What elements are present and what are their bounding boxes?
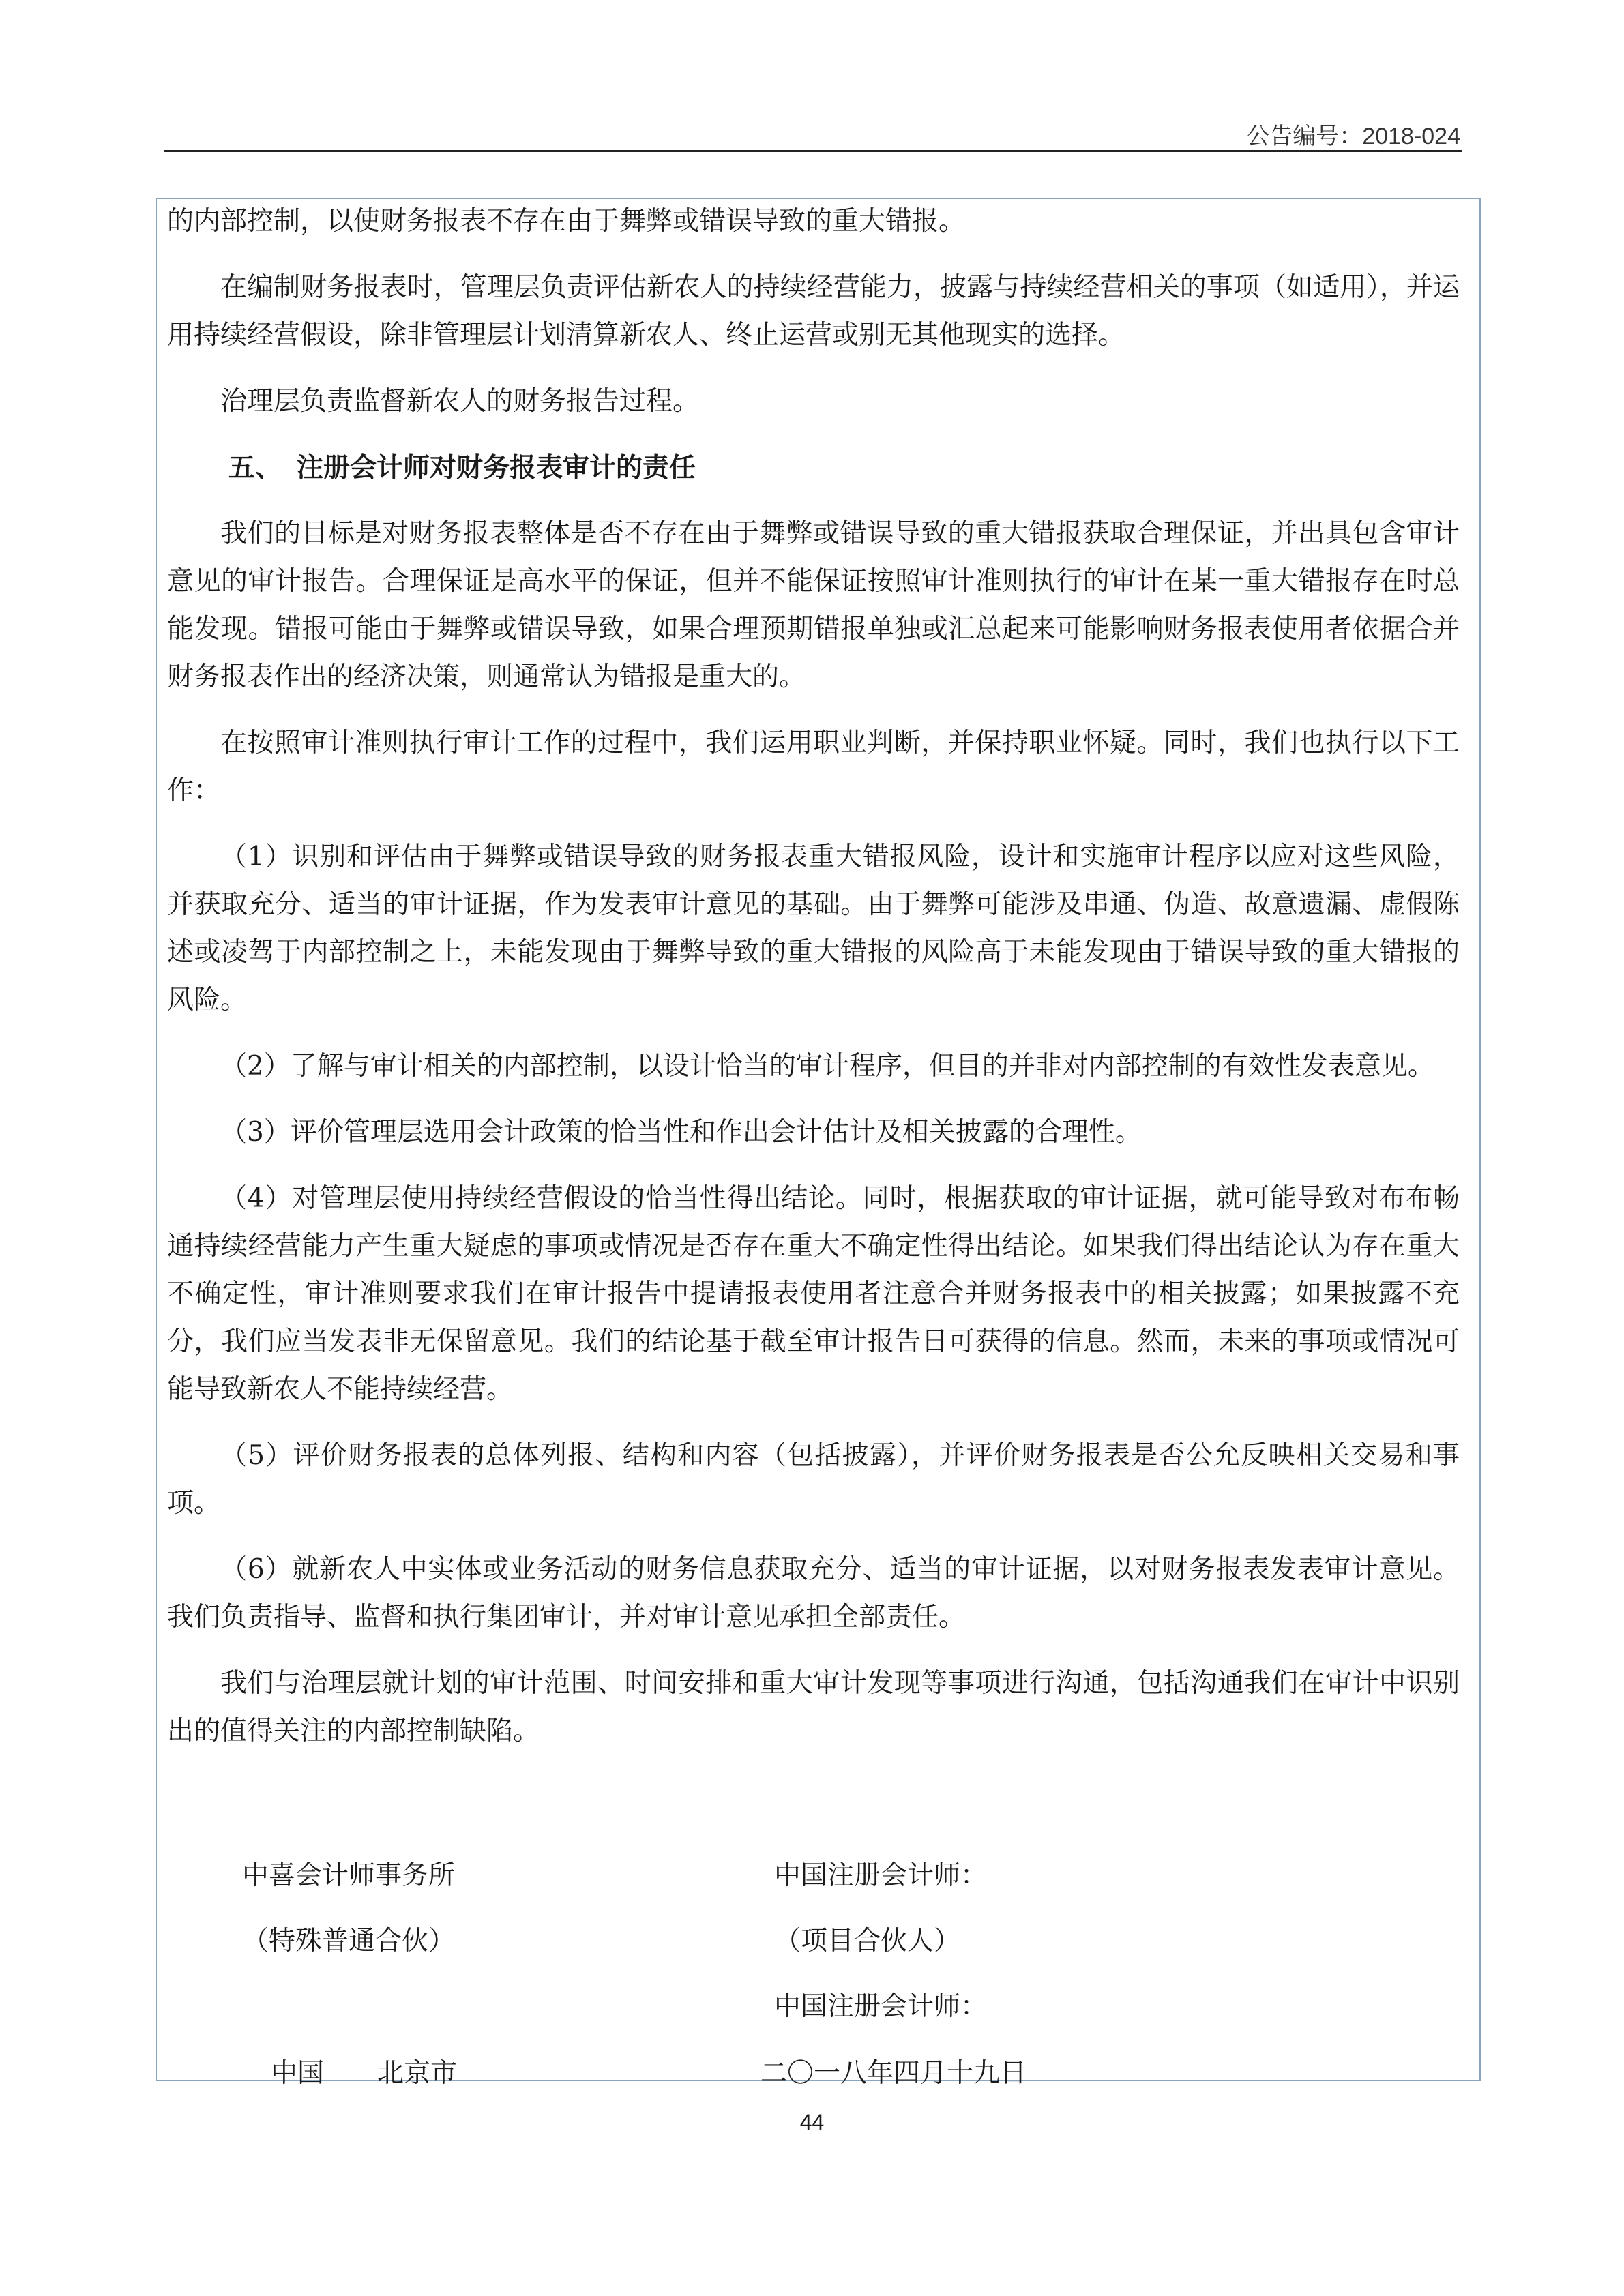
section-number: 五、 — [228, 452, 282, 483]
location: 中国 北京市 — [271, 2058, 458, 2089]
section-title: 注册会计师对财务报表审计的责任 — [297, 452, 696, 483]
partner-label: （项目合伙人） — [774, 1926, 961, 1956]
list-item: （1）识别和评估由于舞弊或错误导致的财务报表重大错报风险，设计和实施审计程序以应对这些风险，并获取充分、适当的审计证据，作为发表审计意见的基础。由于舞弊可能涉及串通、伪造、故意遗漏、虚假陈述或凌驾于内部控制之上，未能发现由于舞弊导致的重大错报的风险高于未能发现由于错误导致的重大错报的风险。 — [167, 841, 1460, 1015]
list-item: （5）评价财务报表的总体列报、结构和内容（包括披露），并评价财务报表是否公允反映相关交易和事项。 — [167, 1440, 1460, 1519]
list-item: （6）就新农人中实体或业务活动的财务信息获取充分、适当的审计证据，以对财务报表发表审计意见。我们负责指导、监督和执行集团审计，并对审计意见承担全部责任。 — [167, 1554, 1460, 1632]
paragraph-continuation: 的内部控制，以使财务报表不存在由于舞弊或错误导致的重大错报。 — [167, 206, 966, 237]
report-date: 二〇一八年四月十九日 — [761, 2058, 1027, 2089]
list-item: （3）评价管理层选用会计政策的恰当性和作出会计估计及相关披露的合理性。 — [220, 1117, 1142, 1148]
firm-type: （特殊普通合伙） — [242, 1926, 456, 1956]
list-item: （2）了解与审计相关的内部控制，以设计恰当的审计程序，但目的并非对内部控制的有效性发表意见。 — [220, 1051, 1434, 1082]
firm-name: 中喜会计师事务所 — [242, 1860, 456, 1891]
paragraph-going-concern: 在编制财务报表时，管理层负责评估新农人的持续经营能力，披露与持续经营相关的事项（如适用），并运用持续经营假设，除非管理层计划清算新农人、终止运营或别无其他现实的选择。 — [167, 272, 1460, 351]
announcement-number: 公告编号：2018-024 — [1246, 123, 1460, 149]
header-rule — [164, 150, 1462, 152]
paragraph-procedures-intro: 在按照审计准则执行审计工作的过程中，我们运用职业判断，并保持职业怀疑。同时，我们也执行以下工作： — [167, 728, 1460, 806]
paragraph-objective: 我们的目标是对财务报表整体是否不存在由于舞弊或错误导致的重大错报获取合理保证，并出具包含审计意见的审计报告。合理保证是高水平的保证，但并不能保证按照审计准则执行的审计在某一重大错报存在时总能发现。错报可能由于舞弊或错误导致，如果合理预期错报单独或汇总起来可能影响财务报表使用者依据合并财务报表作出的经济决策，则通常认为错报是重大的。 — [167, 518, 1460, 692]
paragraph-communication: 我们与治理层就计划的审计范围、时间安排和重大审计发现等事项进行沟通，包括沟通我们在审计中识别出的值得关注的内部控制缺陷。 — [167, 1668, 1460, 1746]
document-body — [167, 198, 1460, 1774]
paragraph-governance: 治理层负责监督新农人的财务报告过程。 — [220, 386, 700, 417]
section-heading — [167, 444, 1460, 492]
cpa-label-2: 中国注册会计师： — [774, 1991, 988, 2022]
list-item: （4）对管理层使用持续经营假设的恰当性得出结论。同时，根据获取的审计证据，就可能导致对布布畅通持续经营能力产生重大疑虑的事项或情况是否存在重大不确定性得出结论。如果我们得出结论认为存在重大不确定性，审计准则要求我们在审计报告中提请报表使用者注意合并财务报表中的相关披露；如果披露不充分，我们应当发表非无保留意见。我们的结论基于截至审计报告日可获得的信息。然而，未来的事项或情况可能导致新农人不能持续经营。 — [167, 1183, 1460, 1405]
page-number: 44 — [799, 2110, 825, 2134]
cpa-label-1: 中国注册会计师： — [774, 1860, 988, 1891]
